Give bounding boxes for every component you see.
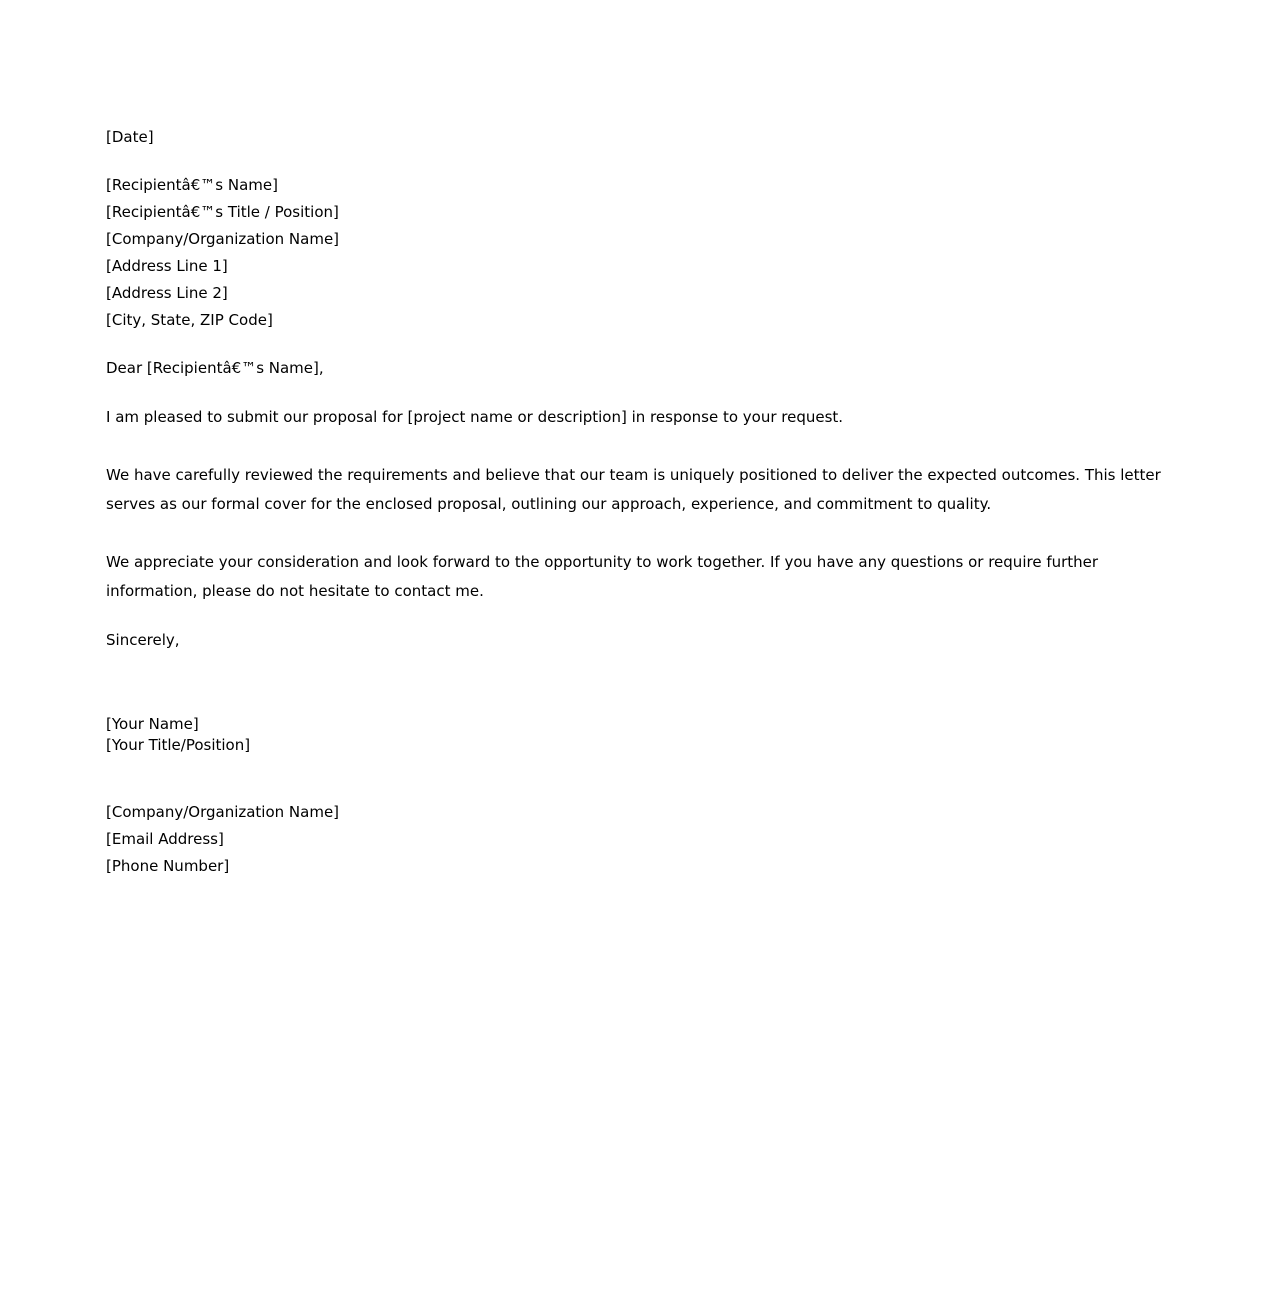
sender-contact-block bbox=[106, 799, 1166, 880]
signature-block bbox=[106, 714, 1166, 756]
body-paragraph-1: I am pleased to submit our proposal for [project name or description] in response to your request. bbox=[106, 408, 844, 426]
body-paragraph-2: We have carefully reviewed the requirements and believe that our team is uniquely positioned to deliver the expected outcomes. This letter serves as our formal cover for the enclosed proposal, outlining our approach, experience, and commitment to quality. bbox=[106, 466, 1161, 513]
sender-name: [Your Name] bbox=[106, 715, 199, 733]
recipient-name: [Recipientâ€™s Name] bbox=[106, 176, 278, 194]
recipient-address-line-1: [Address Line 1] bbox=[106, 257, 228, 275]
salutation: Dear [Recipientâ€™s Name], bbox=[106, 359, 324, 377]
closing: Sincerely, bbox=[106, 631, 180, 649]
recipient-address-line-2: [Address Line 2] bbox=[106, 284, 228, 302]
body-paragraph-3: We appreciate your consideration and look forward to the opportunity to work together. If you have any questions or require further information, please do not hesitate to contact me. bbox=[106, 553, 1099, 600]
recipient-title: [Recipientâ€™s Title / Position] bbox=[106, 203, 339, 221]
recipient-company: [Company/Organization Name] bbox=[106, 230, 340, 248]
letter-date: [Date] bbox=[106, 128, 154, 146]
sender-company: [Company/Organization Name] bbox=[106, 803, 340, 821]
letter-page bbox=[106, 124, 1166, 880]
recipient-address-block bbox=[106, 172, 1166, 334]
sender-title: [Your Title/Position] bbox=[106, 736, 251, 754]
sender-email: [Email Address] bbox=[106, 830, 224, 848]
sender-phone: [Phone Number] bbox=[106, 857, 230, 875]
recipient-city-state-zip: [City, State, ZIP Code] bbox=[106, 311, 273, 329]
